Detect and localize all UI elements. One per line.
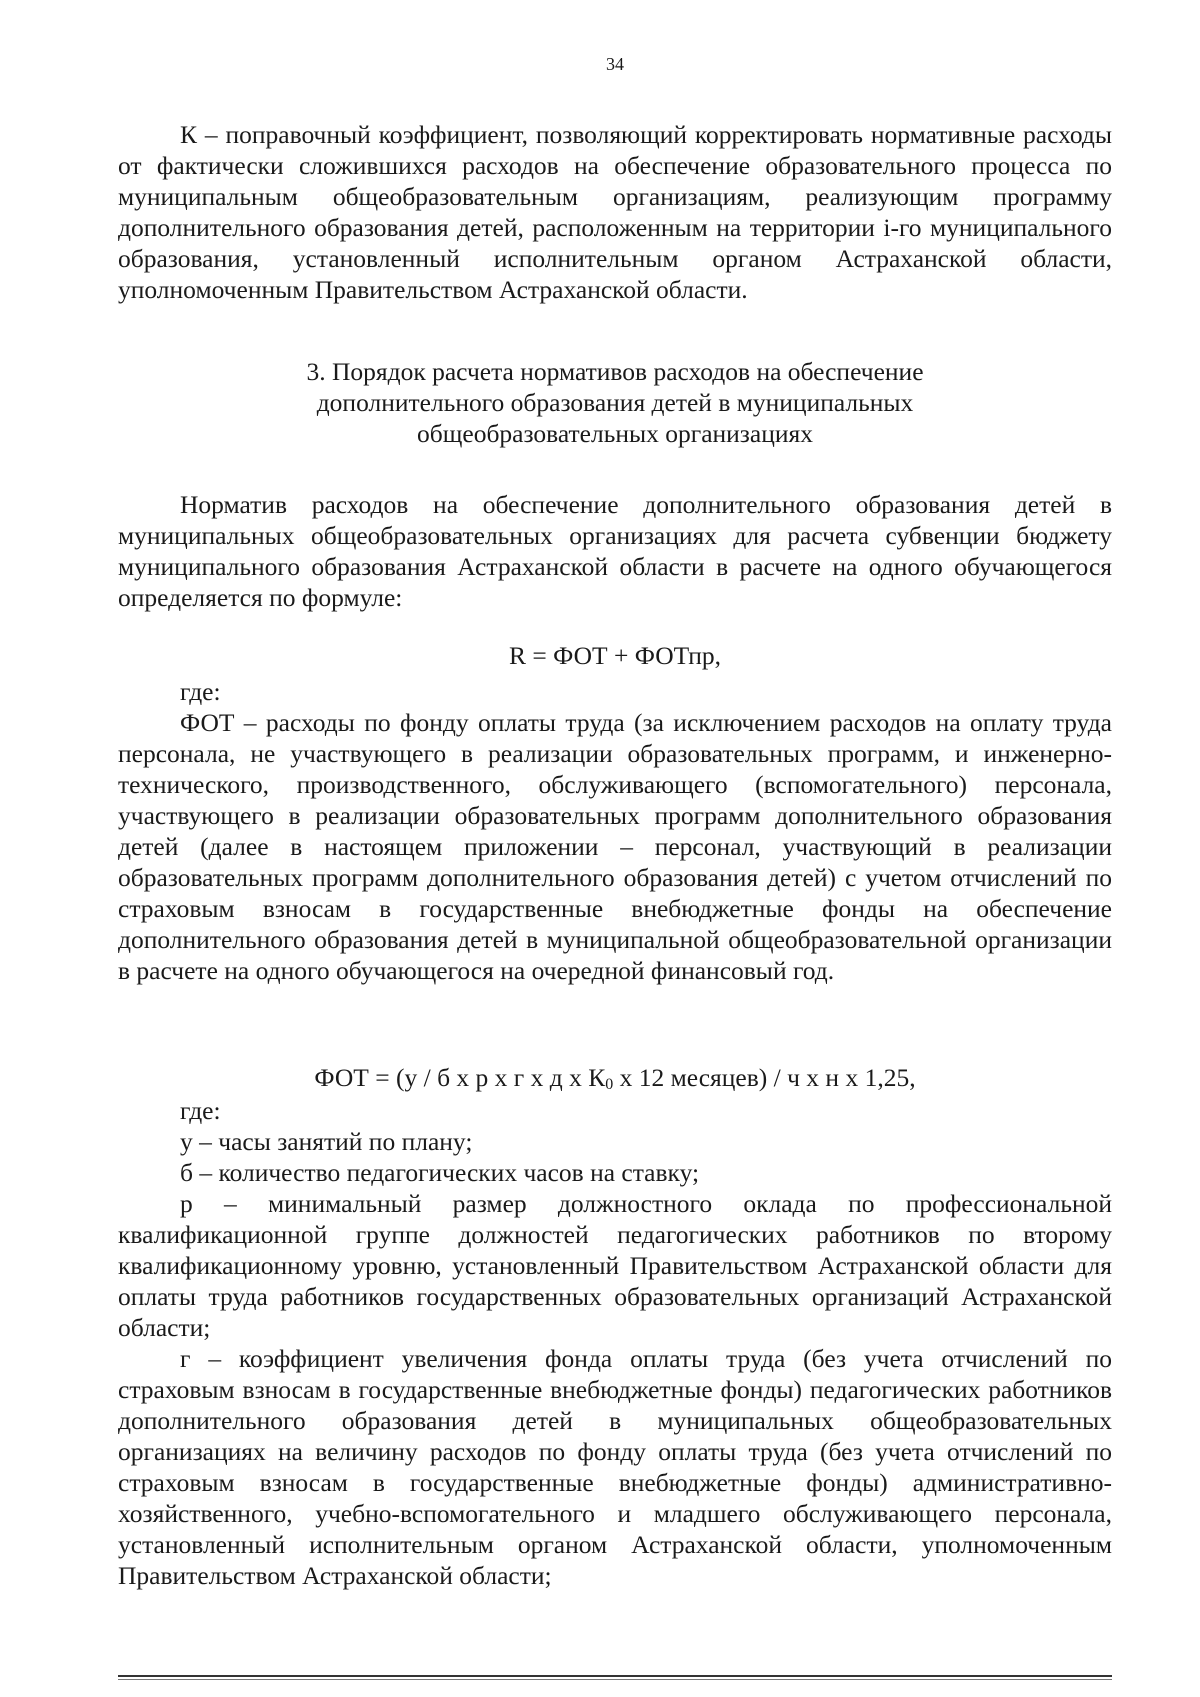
coefficient-k-block [118,119,1112,305]
section-heading-line-3: общеобразовательных организациях [417,419,813,448]
bottom-rule-secondary [118,1679,1112,1680]
formula-fot-part-2: х 12 месяцев) / ч х н х 1,25, [613,1063,916,1092]
section-heading-line-2: дополнительного образования детей в муниципальных [316,388,914,417]
formula-fot [118,1062,1112,1093]
where-label-1: где: [180,677,221,706]
bottom-rule [118,1675,1112,1677]
fot-paragraph: ФОТ – расходы по фонду оплаты труда (за исключением расходов на оплату труда персонала, не участвующего в реализации образовательных программ, и инженерно-технического, производственного, обслуживающего (вспомогательного) персонала, участвующего в реализации образовательных программ дополнительного образования детей (далее в настоящем приложении – персонал, участвующий в реализации образовательных программ дополнительного образования детей) с учетом отчислений по страховым взносам в государственные внебюджетные фонды на обеспечение дополнительного образования детей в муниципальной общеобразовательной организации в расчете на одного обучающегося на очередной финансовый год. [118,708,1112,985]
section-heading [118,356,1112,449]
coefficient-k-paragraph: К – поправочный коэффициент, позволяющий корректировать нормативные расходы от фактически сложившихся расходов на обеспечение образовательного процесса по муниципальным общеобразовательным организациям, реализующим программу дополнительного образования детей, расположенным на территории i-го муниципального образования, установленный исполнительным органом Астраханской области, уполномоченным Правительством Астраханской области. [118,120,1112,304]
section-heading-line-1: 3. Порядок расчета нормативов расходов на обеспечение [306,357,924,386]
formula-fot-part-1: ФОТ = (у / б х р х г х д х К [314,1063,606,1092]
norm-block [118,489,1112,613]
where-label-2: где: [180,1096,221,1125]
definition-g: г – коэффициент увеличения фонда оплаты труда (без учета отчислений по страховым взносам в государственные внебюджетные фонды) педагогических работников дополнительного образования детей в муниципальных общеобразовательных организациях на величину расходов по фонду оплаты труда (без учета отчислений по страховым взносам в государственные внебюджетные фонды) административно-хозяйственного, учебно-вспомогательного и младшего обслуживающего персонала, установленный исполнительным органом Астраханской области, уполномоченным Правительством Астраханской области; [118,1344,1112,1590]
definition-b: б – количество педагогических часов на ставку; [180,1158,700,1187]
page-number: 34 [606,54,624,74]
definitions-block [118,1095,1112,1591]
document-page [118,0,1112,1697]
formula-r: R = ФОТ + ФОТпр, [509,641,721,670]
formula-fot-subscript: 0 [605,1076,614,1093]
norm-paragraph: Норматив расходов на обеспечение дополнительного образования детей в муниципальных общеобразовательных организациях для расчета субвенции бюджету муниципального образования Астраханской области в расчете на одного обучающегося определяется по формуле: [118,490,1112,612]
fot-block [118,676,1112,986]
definition-u: у – часы занятий по плану; [180,1127,473,1156]
definition-r: р – минимальный размер должностного оклада по профессиональной квалификационной группе должностей педагогических работников по второму квалификационному уровню, установленный Правительством Астраханской области для оплаты труда работников государственных образовательных организаций Астраханской области; [118,1189,1112,1342]
